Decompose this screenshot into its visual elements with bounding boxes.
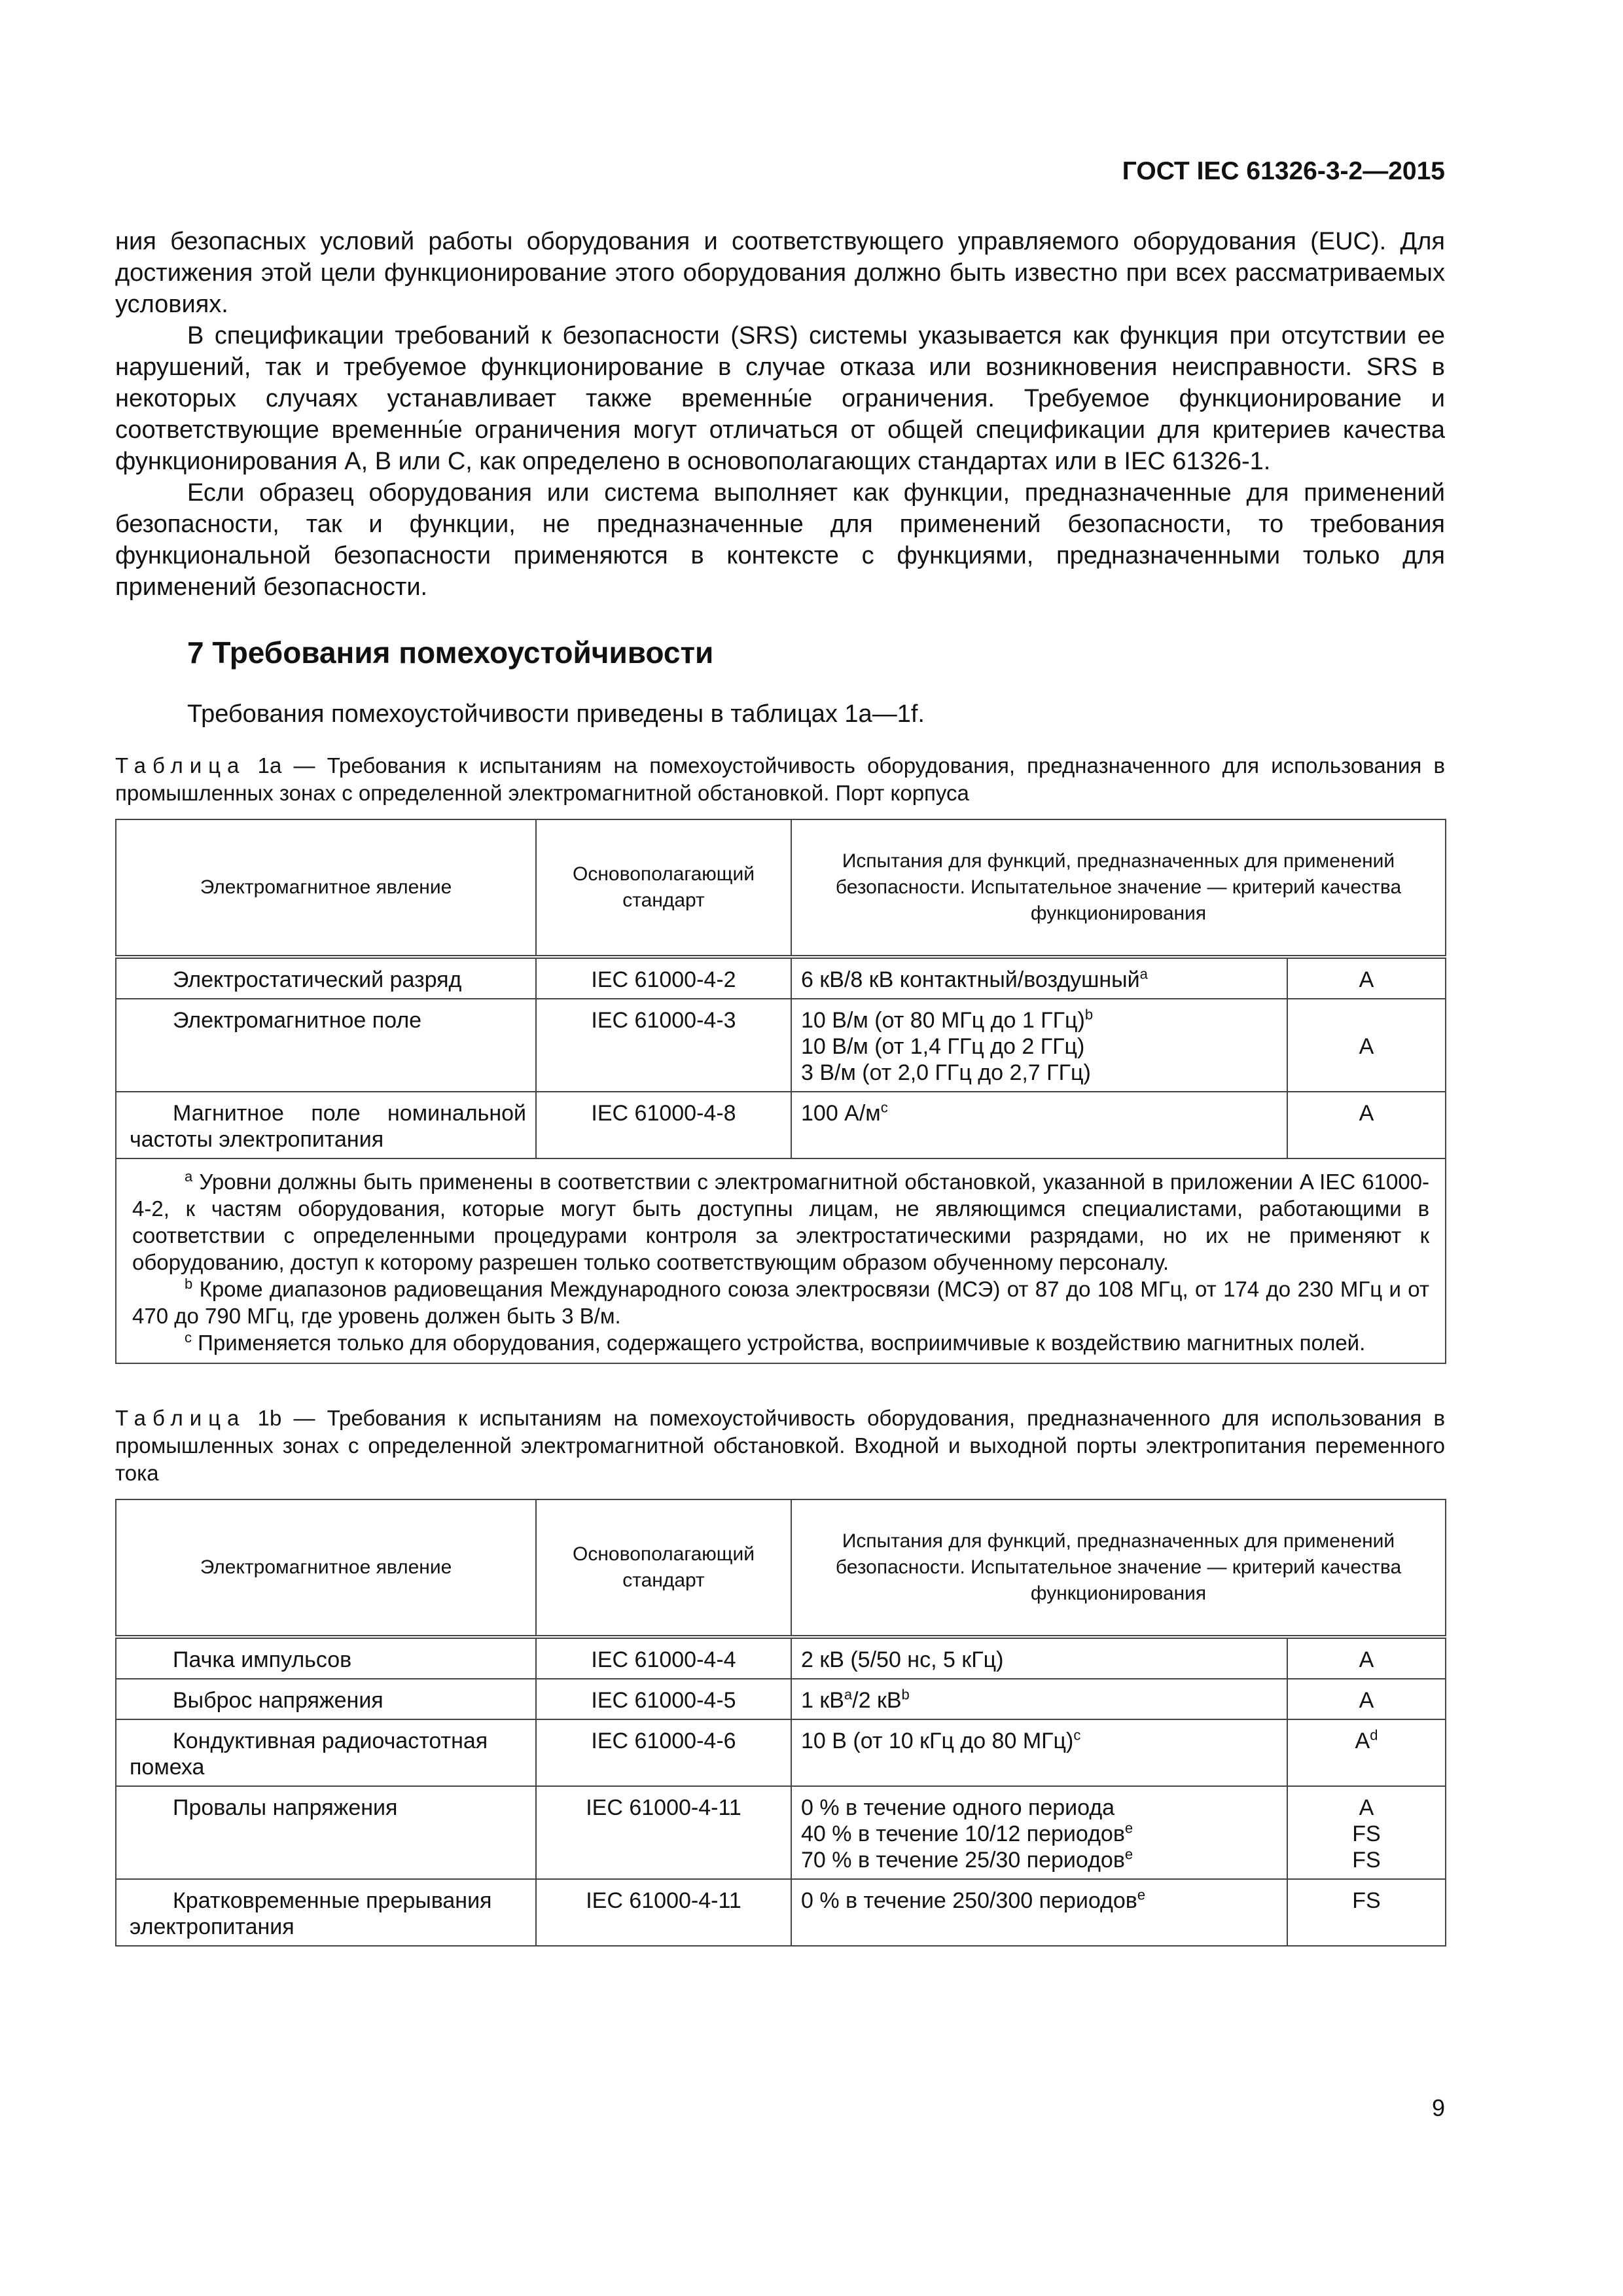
phenomenon-cell: Магнитное поле номинальной частоты электропитания — [116, 1092, 536, 1158]
phenomenon-cell: Кондуктивная радиочастотная помеха — [116, 1719, 536, 1786]
table-row — [116, 999, 1446, 1092]
table-1b — [115, 1499, 1446, 1946]
table-notes — [116, 1158, 1446, 1363]
phenomenon-cell: Выброс напряжения — [173, 1688, 383, 1713]
table-row — [116, 957, 1446, 999]
footnote-b: $^b$ Кроме диапазонов радиовещания Международного союза электросвязи (МСЭ) от 87 до 108 МГц, от 174 до 230 МГц и от 470 до 790 МГц, где уровень должен быть 3 В/м. — [132, 1276, 1430, 1328]
standard-cell: IEC 61000-4-2 — [536, 957, 791, 999]
table-row — [116, 1092, 1446, 1158]
caption-text: 1b — Требования к испытаниям на помехоустойчивость оборудования, предназначенного для использования в промышленных зонах с определенной электромагнитной обстановкой. Входной и выходной порты электропитания переменного тока — [115, 1406, 1445, 1485]
page-number: 9 — [1431, 2094, 1445, 2121]
standard-cell: IEC 61000-4-3 — [536, 999, 791, 1092]
standard-cell: IEC 61000-4-6 — [536, 1719, 791, 1786]
criterion-cell: $A^d$ — [1287, 1719, 1446, 1786]
header-phenomenon: Электромагнитное явление — [116, 819, 536, 957]
criterion-cell: FS — [1287, 1879, 1446, 1946]
phenomenon-cell: Кратковременные прерывания электропитания — [116, 1879, 536, 1946]
table-row — [116, 1719, 1446, 1786]
value-cell: 6 кВ/8 кВ контактный/воздушный$^a$ — [791, 957, 1287, 999]
table-notes-row — [116, 1158, 1446, 1363]
header-phenomenon: Электромагнитное явление — [116, 1499, 536, 1637]
criterion-cell: A — [1287, 999, 1446, 1092]
header-standard: Основополагающий стандарт — [536, 1499, 791, 1637]
page-content — [115, 226, 1445, 1946]
phenomenon-cell: Провалы напряжения — [173, 1795, 398, 1820]
table-1b-caption — [115, 1405, 1445, 1487]
criterion-cell: A — [1287, 957, 1446, 999]
criterion-cell: A — [1287, 1092, 1446, 1158]
value-cell: 2 кВ (5/50 нс, 5 кГц) — [791, 1637, 1287, 1679]
value-cell: 10 В/м (от 80 МГц до 1 ГГц)$^b$ 10 В/м (от 1,4 ГГц до 2 ГГц) 3 В/м (от 2,0 ГГц до 2,7 ГГц) — [791, 999, 1287, 1092]
table-row — [116, 1637, 1446, 1679]
phenomenon-cell: Пачка импульсов — [173, 1647, 352, 1672]
section-title: 7 Требования помехоустойчивости — [187, 636, 714, 670]
footnote-a: $^a$ Уровни должны быть применены в соответствии с электромагнитной обстановкой, указанной в приложении A IEC 61000-4-2, к частям оборудования, которые могут быть доступны лицам, не являющимся специалистами, работающими в соответствии с определенными процедурами контроля за электростатическими разрядами, но их не применяют к оборудованию, доступ к которому разрешен только соответствующим образом обученному персоналу. — [132, 1168, 1430, 1274]
header-tests: Испытания для функций, предназначенных для применений безопасности. Испытательное значение — критерий качества функционирования — [791, 1499, 1446, 1637]
criterion-cell: A — [1287, 1679, 1446, 1719]
paragraph-srs: В спецификации требований к безопасности (SRS) системы указывается как функция при отсутствии ее нарушений, так и требуемое функционирование в случае отказа или возникновения неисправности. SRS в некоторых случаях устанавливает также временны́е ограничения. Требуемое функционирование и соответствующие временны́е ограничения могут отличаться от общей спецификации для критериев качества функционирования A, B или C, как определено в основополагающих стандартах или в IEC 61326-1. — [115, 322, 1445, 475]
value-cell: 1 $кВ^a/2$ $кВ^b$ — [791, 1679, 1287, 1719]
phenomenon-cell: Электростатический разряд — [173, 967, 462, 992]
standard-cell: IEC 61000-4-8 — [536, 1092, 791, 1158]
table-row — [116, 1679, 1446, 1719]
table-1a — [115, 819, 1446, 1364]
phenomenon-cell: Электромагнитное поле — [173, 1008, 422, 1033]
caption-text: 1a — Требования к испытаниям на помехоустойчивость оборудования, предназначенного для использования в промышленных зонах с определенной электромагнитной обстановкой. Порт корпуса — [115, 753, 1445, 805]
footnote-c: $^c$ Применяется только для оборудования, содержащего устройства, восприимчивые к воздействию магнитных полей. — [185, 1329, 1366, 1355]
value-cell: 10 В (от 10 кГц до 80 МГц)$^c$ — [791, 1719, 1287, 1786]
paragraph-continuation: ния безопасных условий работы оборудования и соответствующего управляемого оборудования (EUC). Для достижения этой цели функционирование этого оборудования должно быть известно при всех рассматриваемых условиях. — [115, 228, 1445, 318]
value-cell: 100 $А/м^c$ — [791, 1092, 1287, 1158]
document-code-header: ГОСТ IEC 61326-3-2—2015 — [1122, 157, 1445, 185]
caption-word: Таблица — [115, 753, 246, 778]
header-tests: Испытания для функций, предназначенных для применений безопасности. Испытательное значение — критерий качества функционирования — [791, 819, 1446, 957]
paragraph-safety-functions: Если образец оборудования или система выполняет как функции, предназначенные для применений безопасности, так и функции, не предназначенные для применений безопасности, то требования функциональной безопасности применяются в контексте с функциями, предназначенными только для применений безопасности. — [115, 479, 1445, 601]
section-intro: Требования помехоустойчивости приведены в таблицах 1a—1f. — [187, 700, 925, 728]
standard-cell: IEC 61000-4-11 — [536, 1879, 791, 1946]
criterion-cell: A FS FS — [1287, 1786, 1446, 1879]
standard-cell: IEC 61000-4-4 — [536, 1637, 791, 1679]
table-row — [116, 1786, 1446, 1879]
standard-cell: IEC 61000-4-11 — [536, 1786, 791, 1879]
table-row — [116, 1879, 1446, 1946]
value-cell: 0 % в течение 250/300 периодов$^e$ — [791, 1879, 1287, 1946]
standard-cell: IEC 61000-4-5 — [536, 1679, 791, 1719]
table-1a-caption — [115, 752, 1445, 807]
header-standard: Основополагающий стандарт — [536, 819, 791, 957]
caption-word: Таблица — [115, 1406, 246, 1430]
criterion-cell: A — [1287, 1637, 1446, 1679]
value-cell: 0 % в течение одного периода 40 % в течение 10/12 периодов$^e$ 70 % в течение 25/30 периодов$^e$ — [791, 1786, 1287, 1879]
